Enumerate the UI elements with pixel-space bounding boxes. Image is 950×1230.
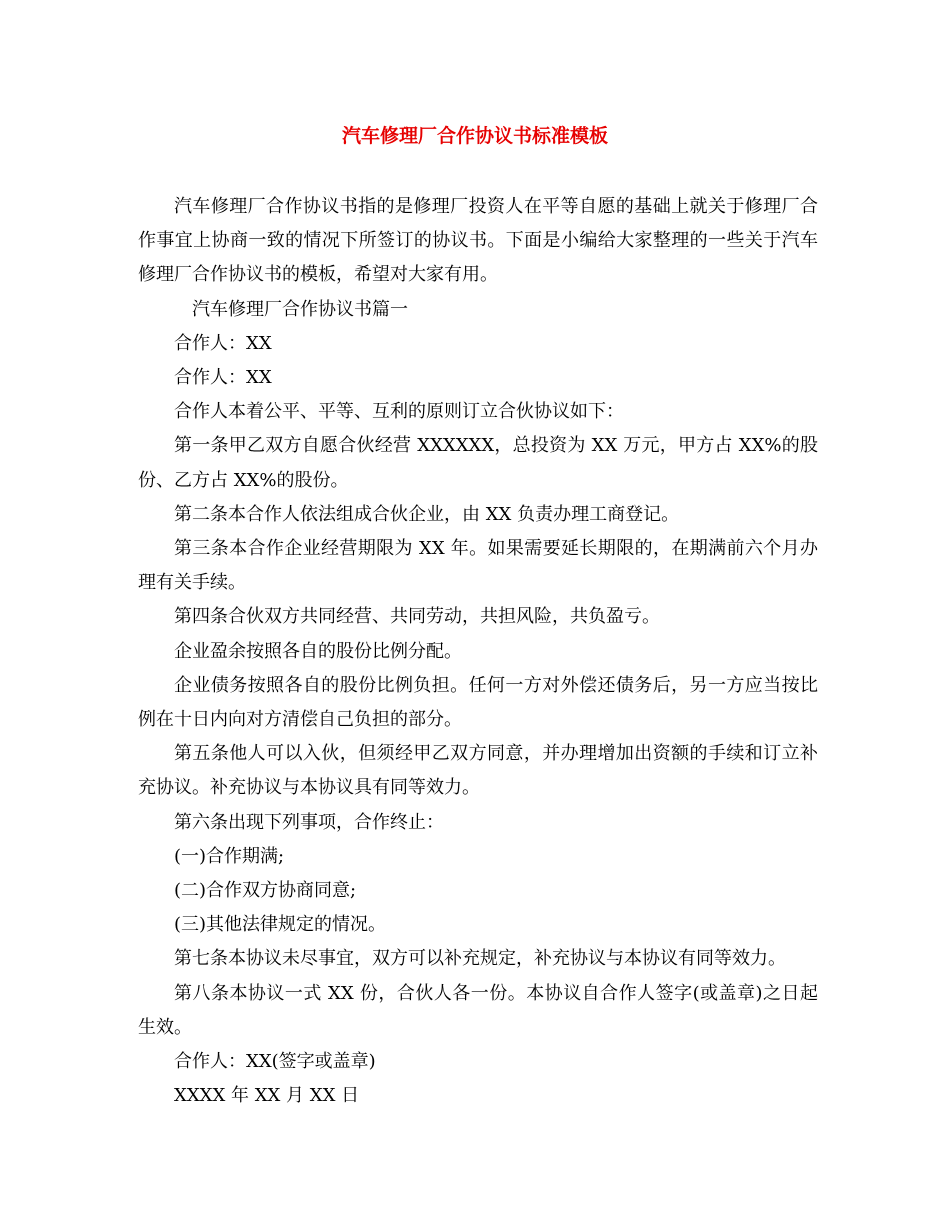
preamble-paragraph: 合作人本着公平、平等、互利的原则订立合伙协议如下： <box>174 401 624 423</box>
date-line: XXXX 年 XX 月 XX 日 <box>174 1085 360 1107</box>
clause-1: 第一条甲乙双方自愿合伙经营 XXXXXX，总投资为 XX 万元，甲方占 XX%的股份、乙方占 XX%的股份。 <box>138 435 818 491</box>
signature-line: 合作人：XX(签字或盖章) <box>174 1051 376 1073</box>
clause-4-profit: 企业盈余按照各自的股份比例分配。 <box>174 640 462 662</box>
clause-6-item-2: (二)合作双方协商同意; <box>174 880 357 902</box>
intro-paragraph: 汽车修理厂合作协议书指的是修理厂投资人在平等自愿的基础上就关于修理厂合作事宜上协商一致的情况下所签订的协议书。下面是小编给大家整理的一些关于汽车修理厂合作协议书的模板，希望对大家有用。 <box>138 196 818 286</box>
section-heading: 汽车修理厂合作协议书篇一 <box>192 298 408 320</box>
clause-2: 第二条本合作人依法组成合伙企业，由 XX 负责办理工商登记。 <box>174 503 680 525</box>
clause-7: 第七条本协议未尽事宜，双方可以补充规定，补充协议与本协议有同等效力。 <box>174 948 786 970</box>
clause-6-item-1: (一)合作期满; <box>174 845 285 867</box>
clause-4: 第四条合伙双方共同经营、共同劳动，共担风险，共负盈亏。 <box>174 606 660 628</box>
party-line: 合作人：XX <box>174 367 272 389</box>
document-title: 汽车修理厂合作协议书标准模板 <box>341 125 608 147</box>
clause-4-debt: 企业债务按照各自的股份比例负担。任何一方对外偿还债务后，另一方应当按比例在十日内向对方清偿自己负担的部分。 <box>138 674 818 731</box>
party-line: 合作人：XX <box>174 332 272 354</box>
clause-6-item-3: (三)其他法律规定的情况。 <box>174 914 387 936</box>
document-body <box>138 190 818 1113</box>
clause-8: 第八条本协议一式 XX 份，合伙人各一份。本协议自合作人签字(或盖章)之日起生效。 <box>138 982 818 1038</box>
clause-3: 第三条本合作企业经营期限为 XX 年。如果需要延长期限的，在期满前六个月办理有关手续。 <box>138 538 818 594</box>
clause-6: 第六条出现下列事项，合作终止： <box>174 811 444 833</box>
clause-5: 第五条他人可以入伙，但须经甲乙双方同意，并办理增加出资额的手续和订立补充协议。补充协议与本协议具有同等效力。 <box>138 743 818 799</box>
